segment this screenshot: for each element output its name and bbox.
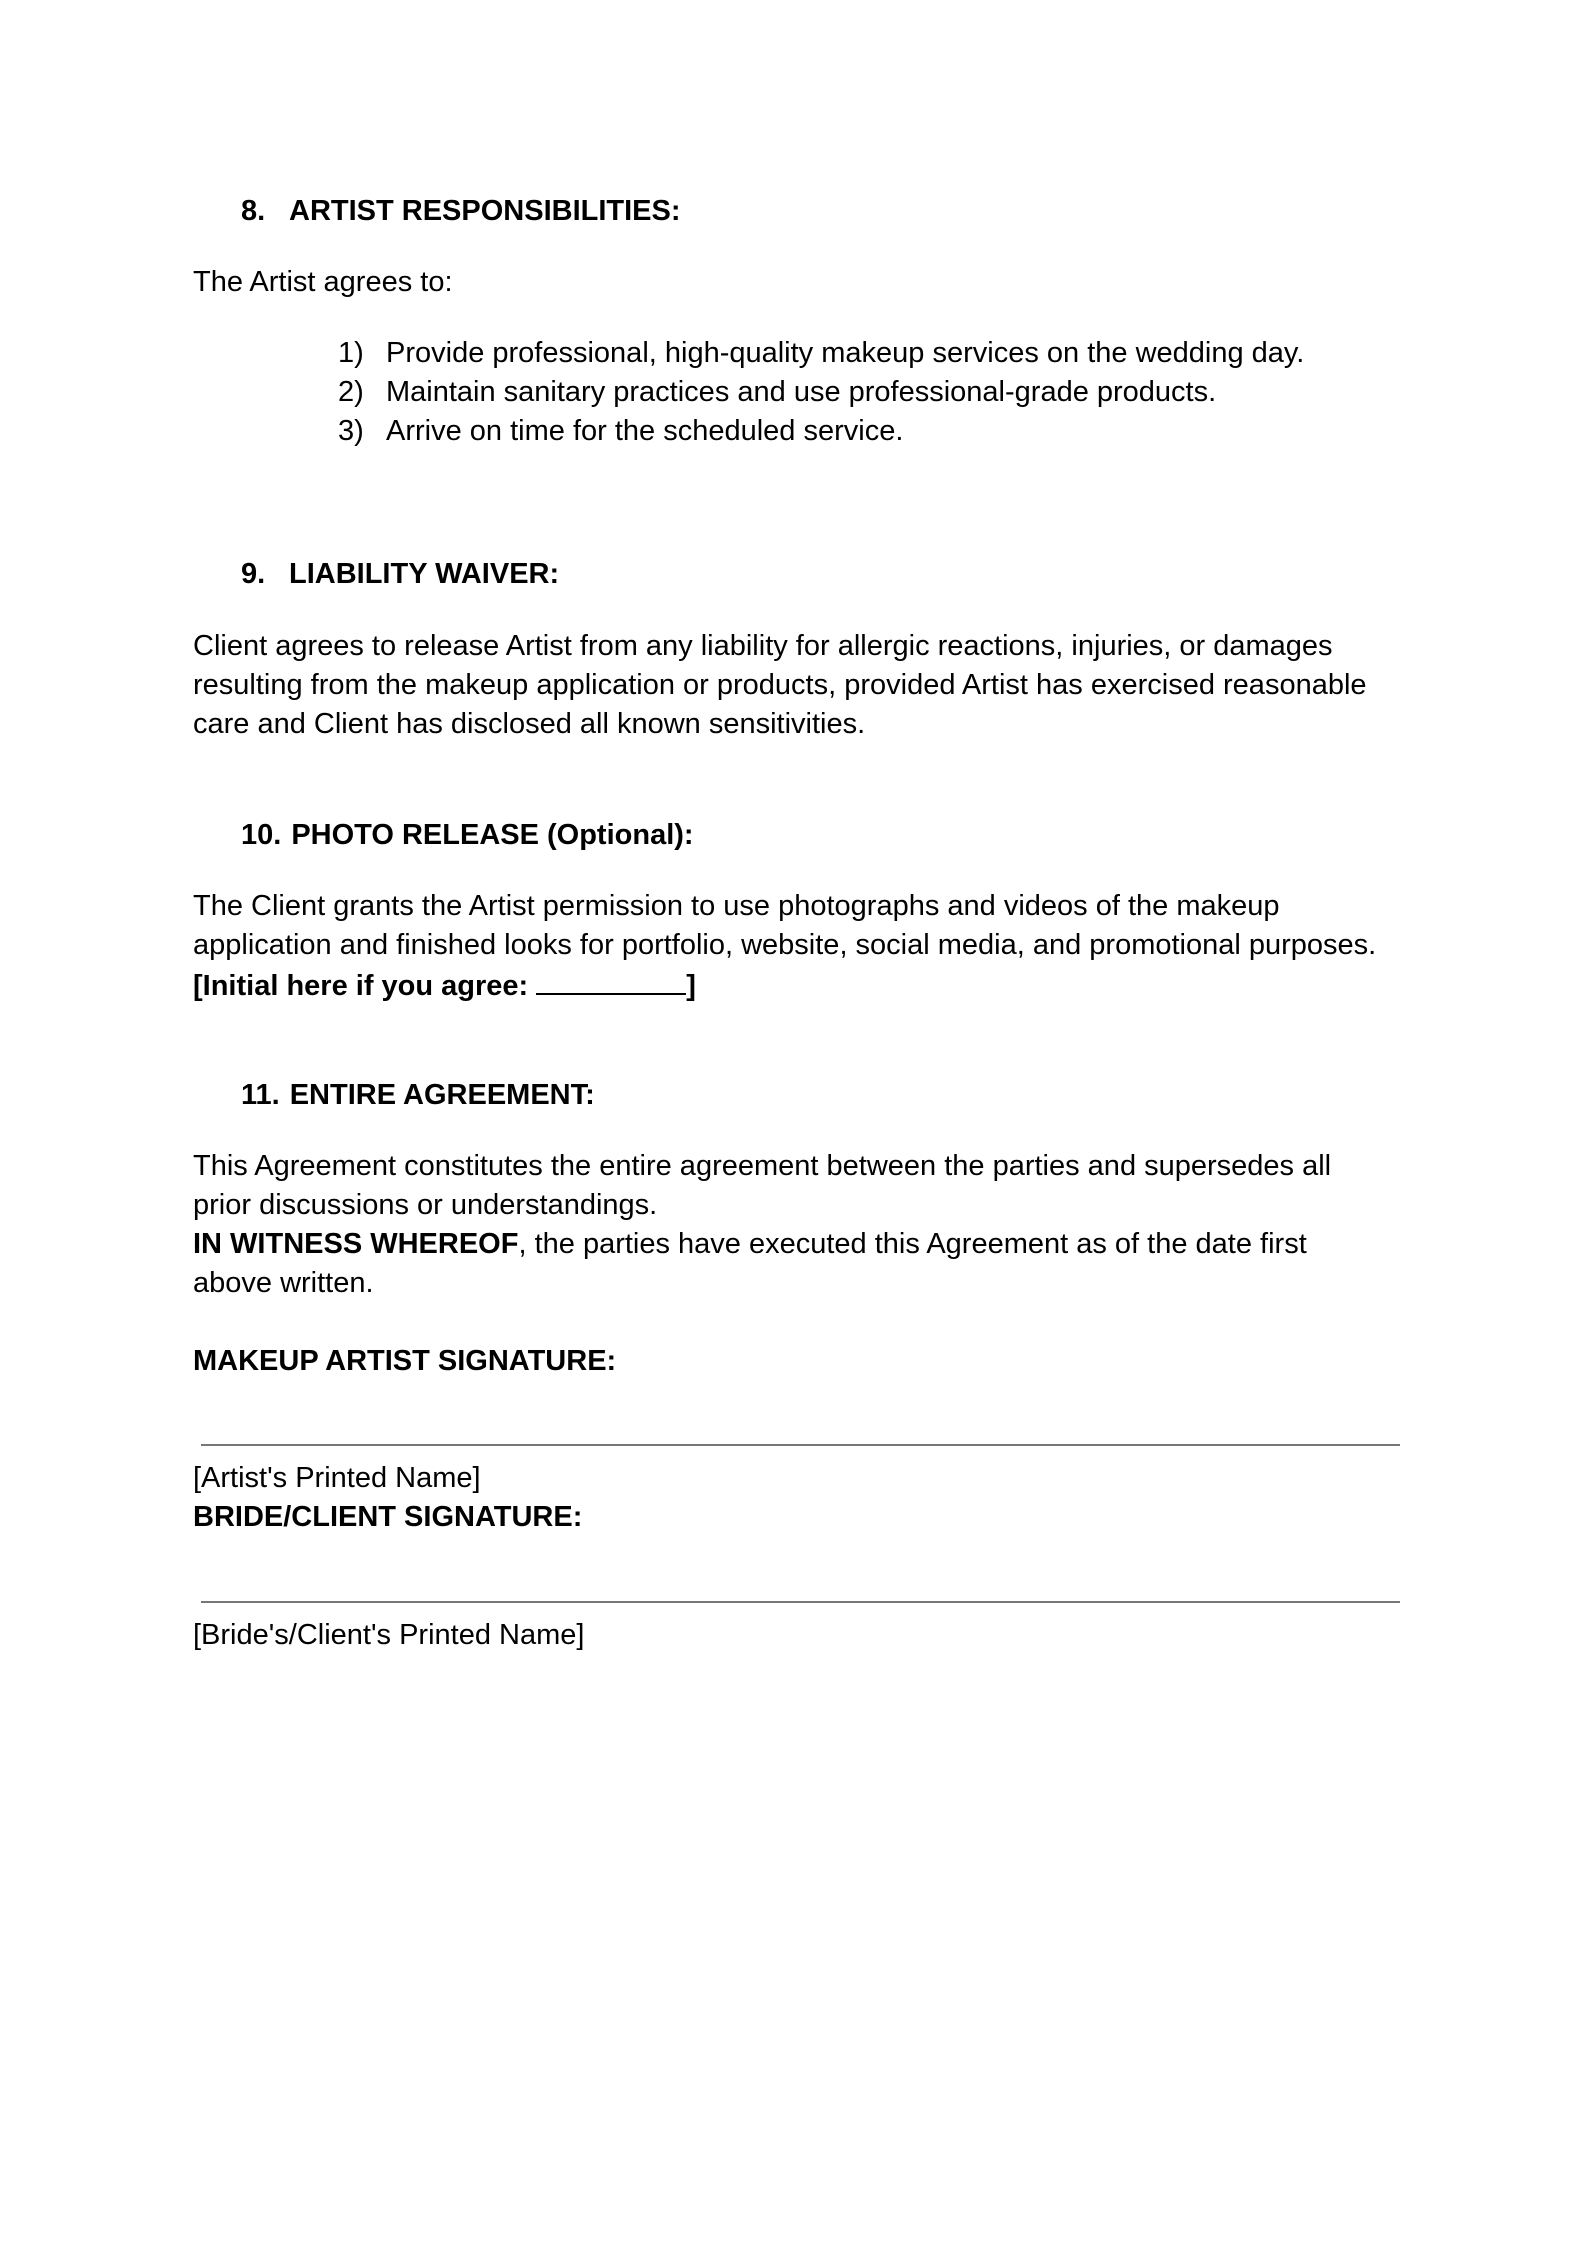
section-number: 10. (241, 819, 282, 851)
list-item-text: Maintain sanitary practices and use professional-grade products. (386, 376, 1217, 408)
paragraph-line: above written. (193, 1267, 374, 1299)
section-title: PHOTO RELEASE (Optional): (291, 819, 694, 851)
list-marker: 1) (338, 337, 364, 369)
section-9-body (193, 627, 1433, 744)
section-title: ENTIRE AGREEMENT: (289, 1079, 595, 1111)
client-signature-line[interactable] (201, 1601, 1400, 1603)
initial-line (193, 965, 1433, 1006)
paragraph-line: Client agrees to release Artist from any liability for allergic reactions, injuries, or damages (193, 630, 1333, 662)
list-item-text: Provide professional, high-quality makeup services on the wedding day. (386, 337, 1305, 369)
paragraph-line: application and finished looks for portfolio, website, social media, and promotional purposes. (193, 929, 1377, 961)
section-11-body (193, 1147, 1433, 1303)
witness-bold: IN WITNESS WHEREOF (193, 1228, 519, 1260)
witness-rest: , the parties have executed this Agreement as of the date first (518, 1228, 1307, 1260)
list-item (338, 373, 1438, 412)
section-8-intro: The Artist agrees to: (193, 266, 453, 298)
section-title: LIABILITY WAIVER: (289, 558, 560, 590)
artist-signature-line[interactable] (201, 1444, 1400, 1446)
initial-blank[interactable] (536, 965, 686, 995)
section-number: 9. (241, 558, 266, 590)
paragraph-line: The Client grants the Artist permission to use photographs and videos of the makeup (193, 890, 1280, 922)
initial-prefix: [Initial here if you agree: (193, 970, 537, 1002)
section-number: 8. (241, 195, 266, 227)
list-marker: 2) (338, 376, 364, 408)
section-9-heading (241, 555, 559, 594)
section-10-heading (241, 816, 694, 855)
section-11-heading (241, 1076, 595, 1115)
section-number: 11. (241, 1079, 280, 1111)
section-8-heading (241, 192, 681, 231)
paragraph-line: prior discussions or understandings. (193, 1189, 658, 1221)
witness-line (193, 1225, 1433, 1264)
list-item-text: Arrive on time for the scheduled service. (386, 415, 904, 447)
paragraph-line: This Agreement constitutes the entire agreement between the parties and supersedes all (193, 1150, 1332, 1182)
section-10-body (193, 887, 1433, 1006)
paragraph-line: care and Client has disclosed all known sensitivities. (193, 708, 866, 740)
artist-printed-name: [Artist's Printed Name] (193, 1462, 481, 1494)
artist-signature-label: MAKEUP ARTIST SIGNATURE: (193, 1345, 617, 1377)
responsibilities-list (338, 334, 1438, 451)
list-item (338, 412, 1438, 451)
paragraph-line: resulting from the makeup application or products, provided Artist has exercised reasonable (193, 669, 1367, 701)
initial-suffix: ] (686, 970, 696, 1002)
client-signature-label: BRIDE/CLIENT SIGNATURE: (193, 1501, 583, 1533)
list-marker: 3) (338, 415, 364, 447)
list-item (338, 334, 1438, 373)
client-printed-name: [Bride's/Client's Printed Name] (193, 1619, 585, 1651)
section-title: ARTIST RESPONSIBILITIES: (289, 195, 681, 227)
